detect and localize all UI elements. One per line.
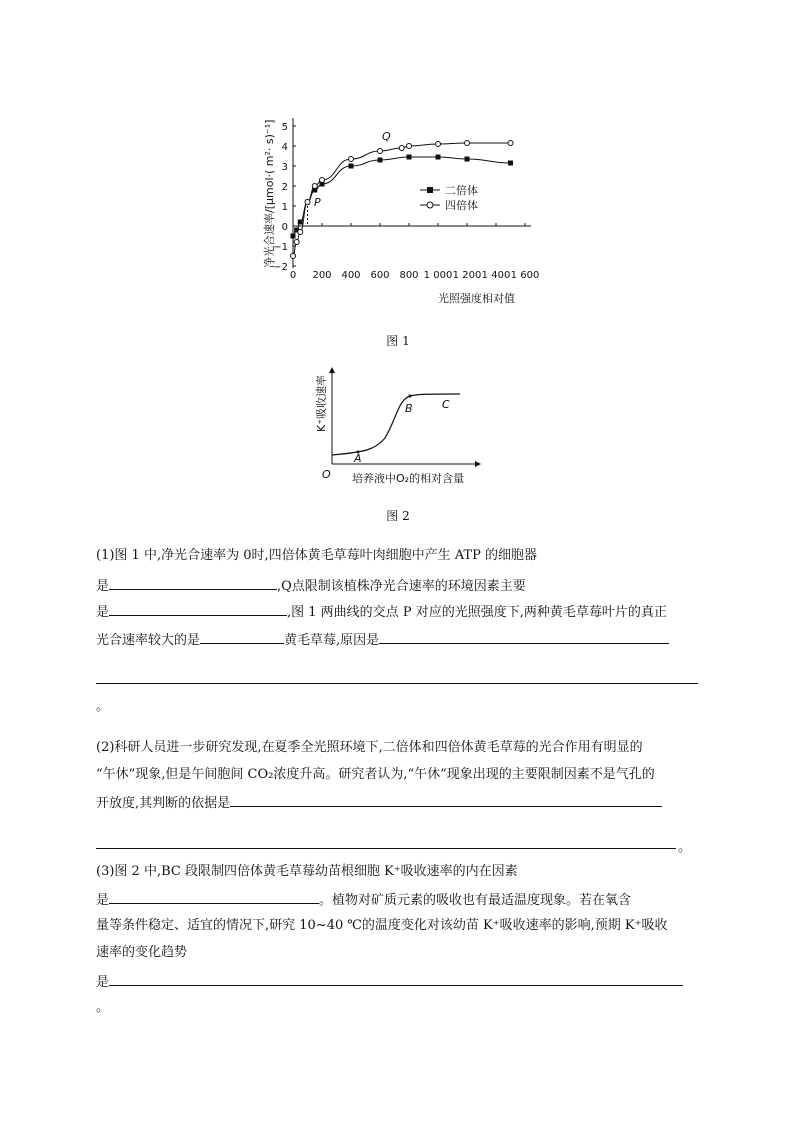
y-tick-label: 4 xyxy=(281,142,288,153)
y-tick-label: 2 xyxy=(281,182,288,193)
annotation-q: Q xyxy=(382,130,391,143)
figure1-legend xyxy=(420,183,478,212)
figure1-axes xyxy=(293,118,531,268)
y-tick-label: 1 xyxy=(281,202,288,213)
q2-line2: “午休”现象,但是午间胞间 CO₂浓度升高。研究者认为,“午休”现象出现的主要限制因素不是气孔的 xyxy=(96,767,655,782)
tetraploid-point xyxy=(291,254,296,259)
q1-answer-rule[interactable] xyxy=(96,683,698,684)
diploid-point xyxy=(378,158,383,163)
diploid-point xyxy=(436,155,441,160)
tetraploid-point xyxy=(465,141,470,146)
q2-line3: 开放度,其判断的依据是 xyxy=(96,792,662,814)
annotation-p: P xyxy=(314,196,321,209)
diploid-point xyxy=(407,155,412,160)
x-tick-label: 600 xyxy=(370,270,390,281)
q1-line1: (1)图 1 中,净光合速率为 0时,四倍体黄毛草莓叶肉细胞中产生 ATP 的细胞器 xyxy=(96,548,537,563)
q1-line3: 是 ,图 1 两曲线的交点 P 对应的光照强度下,两种黄毛草莓叶片的真正 xyxy=(96,601,667,623)
x-tick-label: 800 xyxy=(399,270,419,281)
q3-line3: 量等条件稳定、适宜的情况下,研究 10~40 ℃的温度变化对该幼苗 K⁺吸收速率的影响,预期 K⁺吸收 xyxy=(96,918,668,933)
diploid-point xyxy=(298,220,303,225)
q1-blank-3[interactable] xyxy=(200,629,284,644)
tetraploid-point xyxy=(508,141,513,146)
tetraploid-point xyxy=(294,240,299,245)
q2-blank-1[interactable] xyxy=(230,792,662,807)
tetraploid-point xyxy=(312,184,317,189)
legend-tetraploid: 四倍体 xyxy=(445,199,478,212)
q2-line1: (2)科研人员进一步研究发现,在夏季全光照环境下,二倍体和四倍体黄毛草莓的光合作用有明显的 xyxy=(96,740,643,755)
diploid-point xyxy=(349,164,354,169)
q1-blank-2[interactable] xyxy=(109,601,287,616)
figure2-caption: 图 2 xyxy=(386,509,410,523)
figure1-ylabel: 净光合速率/[μmol·( m²· s)⁻¹] xyxy=(263,119,276,268)
origin-label: O xyxy=(322,468,331,481)
figure1-xlabel: 光照强度相对值 xyxy=(438,292,515,305)
y-tick-label: −2 xyxy=(273,262,288,273)
q3-blank-2[interactable] xyxy=(109,971,683,986)
tetraploid-point xyxy=(320,178,325,183)
q1-line2: 是 ,Q点限制该植株净光合速率的环境因素主要 xyxy=(96,575,526,597)
q3-end: 。 xyxy=(96,1000,110,1015)
tetraploid-point xyxy=(378,149,383,154)
point-b: B xyxy=(405,402,413,415)
x-tick-label: 200 xyxy=(312,270,332,281)
q3-line5: 是 xyxy=(96,971,683,993)
tetraploid-point xyxy=(436,142,441,147)
x-tick-label: 400 xyxy=(341,270,361,281)
q1-blank-1[interactable] xyxy=(109,575,277,590)
y-tick-label: 5 xyxy=(281,122,288,133)
x-tick-label: 0 xyxy=(289,270,297,281)
q1-line4: 光合速率较大的是 黄毛草莓,原因是 xyxy=(96,629,669,651)
q1-blank-4[interactable] xyxy=(379,629,669,644)
figure2-xlabel: 培养液中O₂的相对含量 xyxy=(352,472,465,485)
tetraploid-point xyxy=(298,230,303,235)
figure2-chart xyxy=(310,362,490,490)
x-tick-label: 1 200 xyxy=(452,270,482,281)
y-tick-label: −1 xyxy=(273,242,288,253)
q3-blank-1[interactable] xyxy=(109,889,319,904)
point-a: A xyxy=(354,452,362,465)
figure2-curve xyxy=(332,394,460,455)
diploid-point xyxy=(508,161,513,166)
q3-line4: 速率的变化趋势 xyxy=(96,945,188,960)
y-tick-label: 0 xyxy=(281,222,288,233)
diploid-point xyxy=(465,157,470,162)
tetraploid-point xyxy=(349,157,354,162)
q3-line1: (3)图 2 中,BC 段限制四倍体黄毛草莓幼苗根细胞 K⁺吸收速率的内在因素 xyxy=(96,864,518,879)
figure1-chart xyxy=(255,108,545,308)
q2-answer-rule[interactable] xyxy=(96,848,676,849)
q2-end: 。 xyxy=(678,840,692,855)
x-tick-label: 1 000 xyxy=(423,270,453,281)
x-tick-label: 1 400 xyxy=(481,270,511,281)
y-tick-label: 3 xyxy=(281,162,288,173)
x-tick-label: 1 600 xyxy=(510,270,540,281)
figure1-caption: 图 1 xyxy=(386,334,410,348)
figure1-series xyxy=(291,141,514,259)
tetraploid-point xyxy=(305,200,310,205)
q3-line2: 是 。植物对矿质元素的吸收也有最适温度现象。若在氧含 xyxy=(96,889,631,911)
tetraploid-point xyxy=(407,144,412,149)
figure2-ylabel: K⁺吸收速率 xyxy=(315,374,328,432)
diploid-point xyxy=(291,234,296,239)
tetraploid-point xyxy=(399,146,404,151)
legend-diploid: 二倍体 xyxy=(445,184,478,197)
point-c: C xyxy=(442,398,450,411)
q1-end: 。 xyxy=(96,699,110,714)
